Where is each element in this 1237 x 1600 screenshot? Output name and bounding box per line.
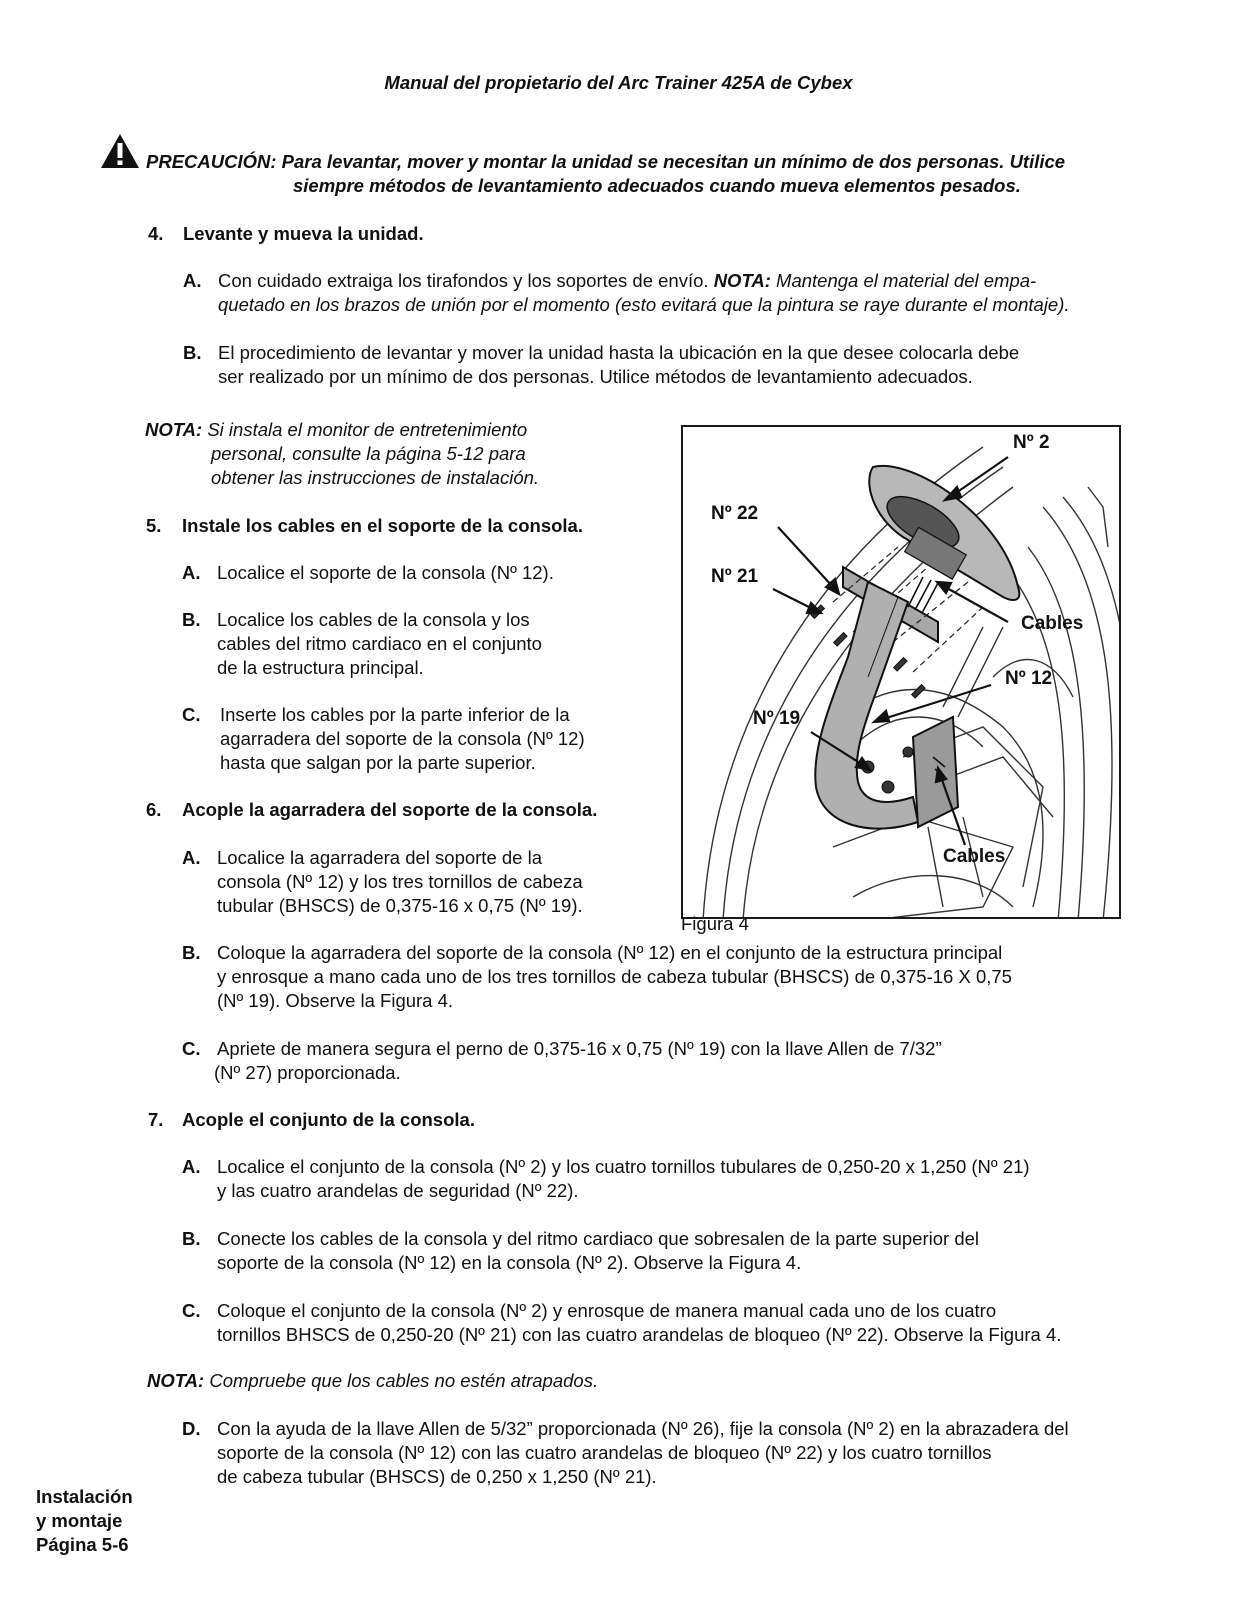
note-1-line-3: obtener las instrucciones de instalación.: [211, 467, 540, 488]
figure-4-illustration: [683, 427, 1121, 919]
step-7b-line-1: Conecte los cables de la consola y del ritmo cardiaco que sobresalen de la parte superior del: [217, 1228, 980, 1249]
step-5b-line-2: cables del ritmo cardiaco en el conjunto: [217, 633, 542, 654]
warning-triangle-icon: [100, 133, 140, 169]
caution-label: PRECAUCIÓN:: [146, 151, 277, 172]
note-2-label: NOTA:: [147, 1370, 205, 1391]
footer-subsection: y montaje: [36, 1510, 123, 1531]
note-1-text: Si instala el monitor de entretenimiento: [202, 419, 528, 440]
step-4b-line-2: ser realizado por un mínimo de dos personas. Utilice métodos de levantamiento adecuados.: [218, 366, 973, 387]
step-6b-line-1: Coloque la agarradera del soporte de la consola (Nº 12) en el conjunto de la estructura principal: [217, 942, 1003, 963]
note-1-label: NOTA:: [145, 419, 203, 440]
footer-page-number: Página 5-6: [36, 1534, 129, 1555]
step-6b-line-3: (Nº 19). Observe la Figura 4.: [217, 990, 454, 1011]
step-7c-letter: C.: [182, 1300, 201, 1321]
label-n19: Nº 19: [753, 708, 801, 729]
step-7d-line-3: de cabeza tubular (BHSCS) de 0,250 x 1,250 (Nº 21).: [217, 1466, 657, 1487]
label-n21: Nº 21: [711, 566, 759, 587]
step-7a-line-2: y las cuatro arandelas de seguridad (Nº 22).: [217, 1180, 579, 1201]
step-6-title: Acople la agarradera del soporte de la consola.: [182, 799, 598, 820]
step-6a-letter: A.: [182, 847, 201, 868]
step-4a-note-text: Mantenga el material del empa-: [770, 270, 1037, 291]
note-2-text: Compruebe que los cables no estén atrapados.: [204, 1370, 599, 1391]
caution-line-1: [146, 150, 1065, 174]
step-7a-line-1: Localice el conjunto de la consola (Nº 2) y los cuatro tornillos tubulares de 0,250-20 x 1,250 (Nº 21): [217, 1156, 1030, 1177]
step-4a-line-2: quetado en los brazos de unión por el momento (esto evitará que la pintura se raye durante el montaje).: [218, 294, 1070, 315]
step-6c-line-1: Apriete de manera segura el perno de 0,375-16 x 0,75 (Nº 19) con la llave Allen de 7/32”: [217, 1038, 942, 1059]
caution-line-2: siempre métodos de levantamiento adecuados cuando mueva elementos pesados.: [293, 175, 1021, 196]
step-7d-line-2: soporte de la consola (Nº 12) con las cuatro arandelas de bloqueo (Nº 22) y los cuatro tornillos: [217, 1442, 992, 1463]
figure-4: [681, 425, 1121, 919]
step-5a-line-1: Localice el soporte de la consola (Nº 12).: [217, 562, 554, 583]
step-5b-letter: B.: [182, 609, 201, 630]
step-7-title: Acople el conjunto de la consola.: [182, 1109, 475, 1130]
label-cables-bottom: Cables: [943, 846, 1006, 867]
step-6c-letter: C.: [182, 1038, 201, 1059]
note-2: [147, 1369, 598, 1393]
step-5-number: 5.: [146, 515, 162, 536]
step-5c-line-3: hasta que salgan por la parte superior.: [220, 752, 536, 773]
step-7c-line-2: tornillos BHSCS de 0,250-20 (Nº 21) con las cuatro arandelas de bloqueo (Nº 22). Observe la Figura 4.: [217, 1324, 1062, 1345]
step-6b-line-2: y enrosque a mano cada uno de los tres tornillos de cabeza tubular (BHSCS) de 0,375-16 X 0,75: [217, 966, 1012, 987]
footer-section: Instalación: [36, 1486, 133, 1507]
console-part: [869, 466, 1019, 600]
step-7a-letter: A.: [182, 1156, 201, 1177]
step-5c-letter: C.: [182, 704, 201, 725]
step-4-title: Levante y mueva la unidad.: [183, 223, 424, 244]
note-1-line-2: personal, consulte la página 5-12 para: [211, 443, 526, 464]
step-5c-line-2: agarradera del soporte de la consola (Nº 12): [220, 728, 585, 749]
step-4a-line-1: [218, 269, 1036, 293]
step-5b-line-1: Localice los cables de la consola y los: [217, 609, 530, 630]
step-4a-plain: Con cuidado extraiga los tirafondos y los soportes de envío.: [218, 270, 714, 291]
step-6a-line-3: tubular (BHSCS) de 0,375-16 x 0,75 (Nº 19).: [217, 895, 583, 916]
note-1-line-1: [145, 418, 527, 442]
step-4a-letter: A.: [183, 270, 202, 291]
step-7b-line-2: soporte de la consola (Nº 12) en la consola (Nº 2). Observe la Figura 4.: [217, 1252, 802, 1273]
step-6c-line-2: (Nº 27) proporcionada.: [214, 1062, 401, 1083]
step-4b-letter: B.: [183, 342, 202, 363]
page-footer: [36, 1485, 133, 1557]
label-n2: Nº 2: [1013, 432, 1050, 453]
step-4-number: 4.: [148, 223, 164, 244]
step-5a-letter: A.: [182, 562, 201, 583]
step-7-number: 7.: [148, 1109, 164, 1130]
step-6-number: 6.: [146, 799, 162, 820]
page-header: Manual del propietario del Arc Trainer 425A de Cybex: [384, 72, 853, 93]
caution-text-1: Para levantar, mover y montar la unidad se necesitan un mínimo de dos personas. Utilice: [281, 151, 1066, 172]
step-6a-line-1: Localice la agarradera del soporte de la: [217, 847, 542, 868]
step-7d-letter: D.: [182, 1418, 201, 1439]
step-7d-line-1: Con la ayuda de la llave Allen de 5/32” proporcionada (Nº 26), fije la consola (Nº 2) en la abrazadera del: [217, 1418, 1069, 1439]
step-6a-line-2: consola (Nº 12) y los tres tornillos de cabeza: [217, 871, 583, 892]
step-6b-letter: B.: [182, 942, 201, 963]
label-n22: Nº 22: [711, 503, 759, 524]
figure-caption: Figura 4: [681, 913, 749, 934]
step-7b-letter: B.: [182, 1228, 201, 1249]
step-7c-line-1: Coloque el conjunto de la consola (Nº 2) y enrosque de manera manual cada uno de los cuatro: [217, 1300, 997, 1321]
step-4a-note-label: NOTA:: [713, 270, 771, 291]
step-5-title: Instale los cables en el soporte de la consola.: [182, 515, 583, 536]
label-n12: Nº 12: [1005, 668, 1053, 689]
step-5b-line-3: de la estructura principal.: [217, 657, 424, 678]
console-handle-part: [815, 582, 918, 829]
step-4b-line-1: El procedimiento de levantar y mover la unidad hasta la ubicación en la que desee colocarla debe: [218, 342, 1020, 363]
step-5c-line-1: Inserte los cables por la parte inferior de la: [220, 704, 570, 725]
label-cables-top: Cables: [1021, 613, 1084, 634]
